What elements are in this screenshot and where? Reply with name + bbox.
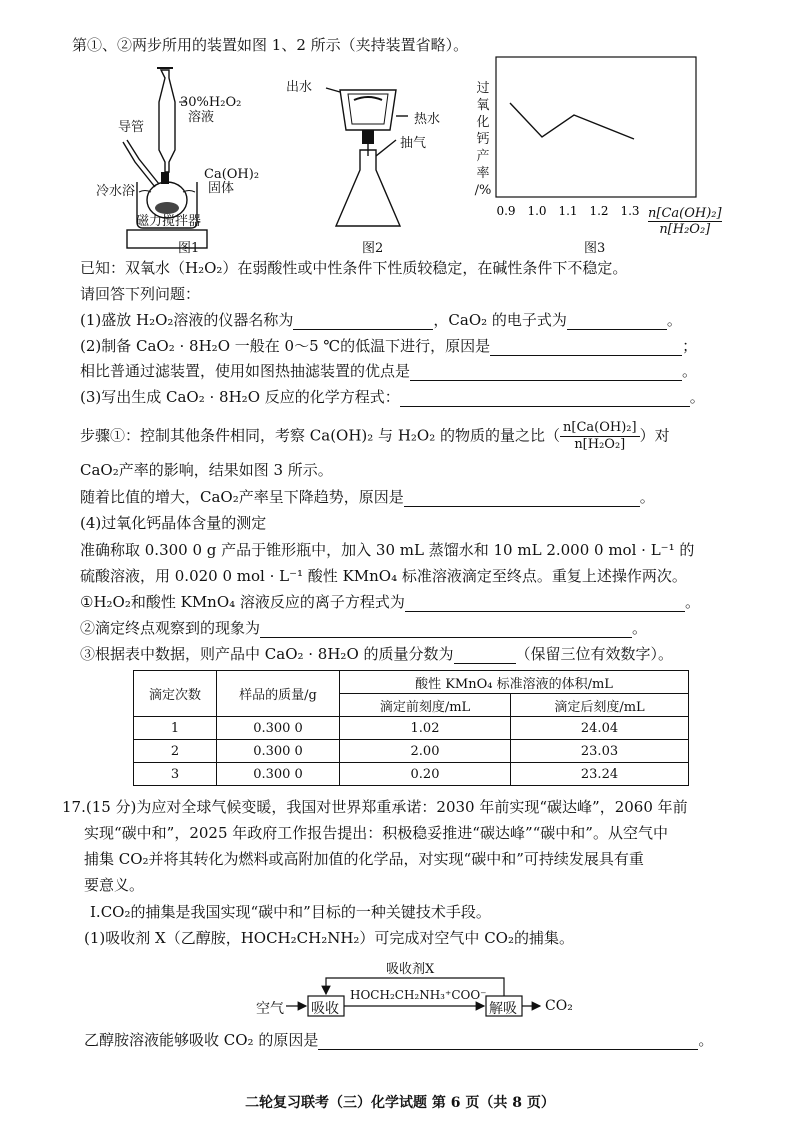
- fig1-label-h2o2: 30%H₂O₂ 溶液: [180, 95, 242, 125]
- chart-series-line: [510, 103, 634, 139]
- q4-sub-2: ②滴定终点观察到的现象为 。: [80, 619, 648, 637]
- fig3-caption: 图3: [584, 241, 606, 256]
- q17-line-3: 捕集 CO₂并将其转化为燃料或高附加值的化学品，对实现“碳中和”可持续发展具有重: [84, 850, 644, 868]
- fig1-caption: 图1: [178, 241, 200, 256]
- titration-table: [133, 670, 689, 786]
- fig2-label-out: 出水: [286, 80, 313, 95]
- question-3: (3)写出生成 CaO₂ · 8H₂O 反应的化学方程式： 。: [80, 388, 705, 406]
- th-after: 滴定后刻度/mL: [511, 694, 689, 717]
- fig1-label-stirrer: 磁力搅拌器: [136, 214, 202, 229]
- fig2-label-hot: 热水: [414, 112, 441, 127]
- flow-co2: CO₂: [545, 998, 573, 1014]
- th-count: 滴定次数: [134, 671, 217, 717]
- x-tick-label: 1.0: [527, 204, 547, 218]
- ratio-fraction: $\frac{\text{n[Ca(OH)₂]}}{\text{n[H₂O₂]}}$: [560, 420, 640, 453]
- x-tick-label: 0.9: [496, 204, 516, 218]
- question-intro: 请回答下列问题：: [80, 285, 201, 303]
- answer-blank-1a[interactable]: [293, 313, 433, 330]
- trend-question: 随着比值的增大，CaO₂产率呈下降趋势，原因是 。: [80, 488, 655, 506]
- table-row: 2 0.300 0 2.00 23.03: [134, 740, 689, 763]
- th-volume: 酸性 KMnO₄ 标准溶液的体积/mL: [340, 671, 689, 694]
- q17-line-1: 17.(15 分)为应对全球气候变暖，我国对世界郑重承诺：2030 年前实现“碳达峰”，2060 年前: [62, 798, 688, 816]
- th-before: 滴定前刻度/mL: [340, 694, 511, 717]
- x-tick-label: 1.3: [620, 204, 640, 218]
- answer-blank-2a[interactable]: [490, 339, 682, 356]
- q4-sub-1: ①H₂O₂和酸性 KMnO₄ 溶液反应的离子方程式为 。: [80, 593, 700, 611]
- flow-desorb: 解吸: [489, 1001, 517, 1017]
- question-2a: (2)制备 CaO₂ · 8H₂O 一般在 0～5 ℃的低温下进行，原因是 ；: [80, 337, 698, 355]
- th-mass: 样品的质量/g: [217, 671, 340, 717]
- table-row: 1 0.300 0 1.02 24.04: [134, 717, 689, 740]
- intro-text: 第①、②两步所用的装置如图 1、2 所示（夹持装置省略）。: [72, 36, 469, 54]
- q4-sub-3: ③根据表中数据，则产品中 CaO₂ · 8H₂O 的质量分数为 （保留三位有效数字）。: [80, 645, 674, 663]
- table-row: 3 0.300 0 0.20 23.24: [134, 763, 689, 786]
- known-text: 已知：双氧水（H₂O₂）在弱酸性或中性条件下性质较稳定，在碱性条件下不稳定。: [80, 259, 628, 277]
- fig1-label-caoh: Ca(OH)₂ 固体: [204, 167, 260, 196]
- question-2b: 相比普通过滤装置，使用如图热抽滤装置的优点是 。: [80, 362, 698, 380]
- answer-blank-3[interactable]: [400, 390, 690, 407]
- fig1-label-bath: 冷水浴: [96, 184, 136, 199]
- fig3-xlabel: n[Ca(OH)₂] n[H₂O₂]: [648, 206, 722, 237]
- step1-text-2: CaO₂产率的影响，结果如图 3 所示。: [80, 461, 333, 479]
- page-footer: 二轮复习联考（三）化学试题 第 6 页（共 8 页）: [245, 1095, 555, 1111]
- fig2-caption: 图2: [362, 241, 384, 256]
- conical-flask: [336, 150, 400, 226]
- dropping-funnel: [159, 70, 175, 172]
- q17-line-4: 要意义。: [84, 876, 145, 894]
- answer-blank-1b[interactable]: [567, 313, 667, 330]
- q17-section-1: Ⅰ.CO₂的捕集是我国实现“碳中和”目标的一种关键技术手段。: [90, 903, 491, 921]
- fig1-label-tube: 导管: [118, 120, 145, 135]
- fig3-ylabel: 过 氧 化 钙 产 率 /%: [474, 81, 492, 198]
- answer-blank-4-3[interactable]: [454, 647, 516, 664]
- flow-absorbent: 吸收剂X: [386, 962, 435, 977]
- x-tick-label: 1.2: [589, 204, 609, 218]
- fig2-label-pump: 抽气: [400, 136, 427, 151]
- answer-blank-trend[interactable]: [404, 490, 640, 507]
- q4-line-2: 硫酸溶液，用 0.020 0 mol · L⁻¹ 酸性 KMnO₄ 标准溶液滴定至终点。重复上述操作两次。: [80, 567, 687, 585]
- x-tick-label: 1.1: [558, 204, 578, 218]
- figure-3-chart: [494, 55, 724, 225]
- q17-line-2: 实现“碳中和”，2025 年政府工作报告提出：积极稳妥推进“碳达峰”“碳中和”。从空气中: [84, 824, 668, 842]
- answer-blank-2b[interactable]: [410, 364, 682, 381]
- flow-air: 空气: [256, 1001, 284, 1017]
- question-1: (1)盛放 H₂O₂溶液的仪器名称为 ，CaO₂ 的电子式为 。: [80, 311, 682, 329]
- answer-blank-4-1[interactable]: [405, 595, 685, 612]
- answer-blank-4-2[interactable]: [260, 621, 632, 638]
- figure-2-hot-filtration: [318, 70, 418, 240]
- answer-blank-17[interactable]: [318, 1033, 698, 1050]
- q17-sub-1: (1)吸收剂 X（乙醇胺，HOCH₂CH₂NH₂）可完成对空气中 CO₂的捕集。: [84, 929, 574, 947]
- step1-text: 步骤①：控制其他条件相同，考察 Ca(OH)₂ 与 H₂O₂ 的物质的量之比（ $\frac{\text{n[Ca(OH)₂]}}{\text{n[H₂O₂]}}$ ）对: [80, 420, 670, 452]
- q4-title: (4)过氧化钙晶体含量的测定: [80, 514, 267, 532]
- chart-frame: [496, 57, 696, 197]
- flow-absorb: 吸收: [311, 1001, 339, 1017]
- flow-middle: HOCH₂CH₂NH₃⁺COO⁻: [350, 988, 487, 1002]
- q17-reason: 乙醇胺溶液能够吸收 CO₂ 的原因是 。: [84, 1031, 714, 1049]
- q4-line-1: 准确称取 0.300 0 g 产品于锥形瓶中，加入 30 mL 蒸馏水和 10 mL 2.000 0 mol · L⁻¹ 的: [80, 541, 695, 559]
